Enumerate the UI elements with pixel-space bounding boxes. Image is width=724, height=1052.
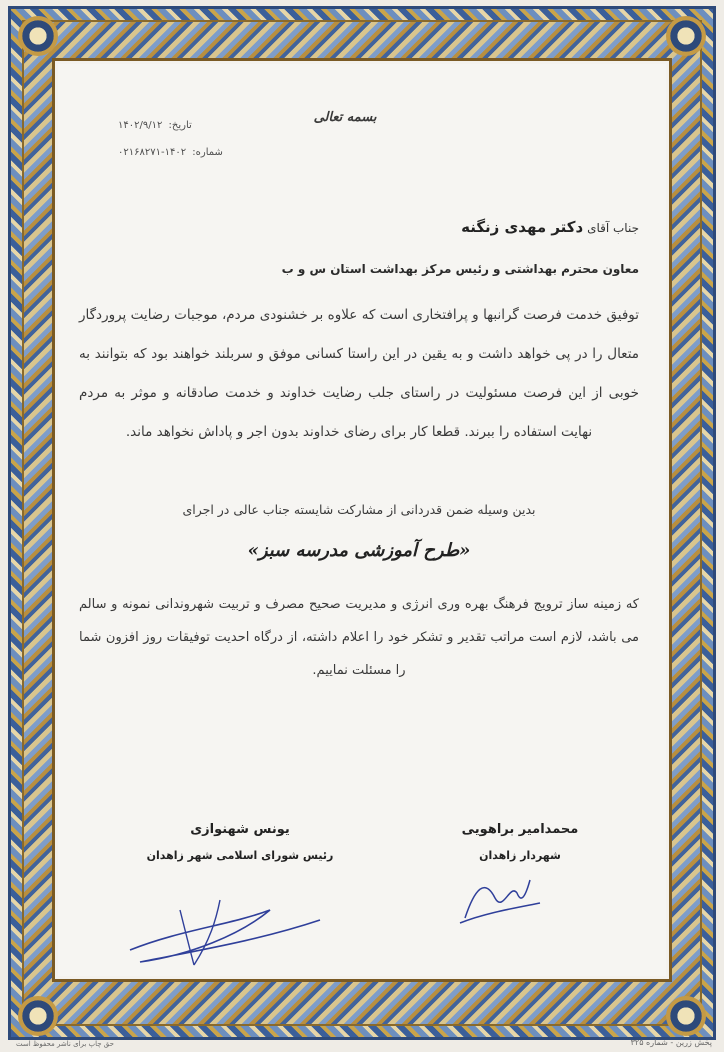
number-label: شماره: — [192, 147, 223, 158]
salutation — [219, 218, 639, 236]
corner-ornament-icon — [666, 16, 706, 56]
signature-block-mayor — [420, 822, 620, 862]
body-paragraph-1: توفیق خدمت فرصت گرانبها و پرافتخاری است که علاوه بر خشنودی مردم، موجبات رضایت پروردگار متعال را در پی خواهد داشت و به یقین در این راستا کسانی موفق و سربلند خواهند بود که بتوانند به خوبی از این فرصت مسئولیت در راستای جلب رضایت خداوند و خدمت صادقانه و موثر به مردم نهایت استفاده را ببرند. قطعا کار برای رضای خداوند بدون اجر و پاداش نخواهد ماند. — [79, 307, 639, 440]
corner-ornament-icon — [18, 16, 58, 56]
date-line — [118, 120, 192, 131]
signer-title: شهردار زاهدان — [479, 849, 561, 862]
date-value: ۱۴۰۲/۹/۱۲ — [118, 120, 163, 131]
corner-ornament-icon — [18, 996, 58, 1036]
body-paragraph-2: بدین وسیله ضمن قدردانی از مشارکت شایسته جناب عالی در اجرای — [182, 502, 536, 517]
signer-name: یونس شهنوازی — [190, 822, 290, 837]
handwritten-signature-right — [455, 868, 545, 928]
handwritten-signature-left — [120, 880, 330, 970]
recipient-position: معاون محترم بهداشتی و رئیس مرکز بهداشت استان س و ب — [281, 262, 639, 276]
number-value: ۱۴۰۲-۰۲۱۶۸۲۷۱ — [118, 147, 187, 158]
recipient-name: دکتر مهدی زنگنه — [461, 218, 584, 236]
project-title: «طرح آموزشی مدرسه سبز» — [247, 540, 471, 561]
corner-ornament-icon — [666, 996, 706, 1036]
body-paragraph-3: که زمینه ساز ترویج فرهنگ بهره وری انرژی و مدیریت صحیح مصرف و تربیت شهروندانی نمونه و سالم می باشد، لازم است مراتب تقدیر و تشکر خود را اعلام داشته، از درگاه احدیت توفیقات روز افزون شما را مسئلت نماییم. — [79, 597, 639, 678]
number-line — [118, 147, 223, 158]
signature-block-council — [120, 822, 360, 862]
footer-copyright: حق چاپ برای ناشر محفوظ است — [16, 1040, 114, 1048]
header-title: بسمه تعالی — [313, 110, 377, 125]
footer-publisher: پخش زرین - شماره ۳۲۵ — [630, 1038, 712, 1047]
date-label: تاریخ: — [168, 120, 192, 131]
signer-name: محمدامیر براهویی — [461, 822, 579, 837]
salutation-prefix: جناب آقای — [587, 221, 639, 235]
signer-title: رئیس شورای اسلامی شهر زاهدان — [146, 849, 334, 862]
